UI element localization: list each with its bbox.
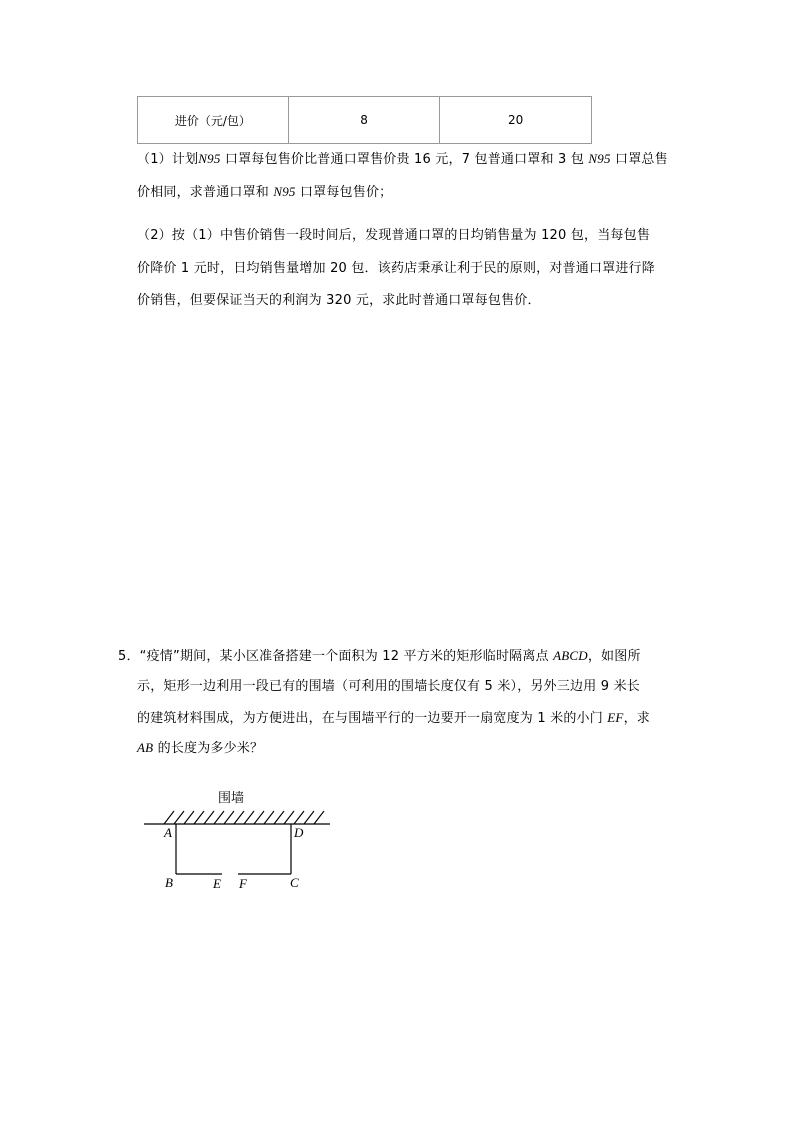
text-abcd: ABCD [553,648,588,663]
text-ef: EF [607,710,624,725]
table-row [138,97,592,144]
wall-hatching [164,811,324,824]
text: 价相同，求普通口罩和 [137,185,274,200]
q5-line4 [137,738,263,759]
text: （1）计划 [137,152,199,167]
text: ，求 [623,711,650,726]
text: 5．“疫情”期间，某小区准备搭建一个面积为 12 平方米的矩形临时隔离点 [118,649,554,664]
label-f: F [239,876,247,891]
label-c: C [290,875,299,890]
text: 的建筑材料围成，为方便进出，在与围墙平行的一边要开一扇宽度为 1 米的小门 [137,711,608,726]
q4-part2-line2: 价降价 1 元时，日均销售量增加 20 包．该药店秉承让利于民的原则，对普通口罩进行降 [137,261,655,276]
table-cell-normal-mask: 8 [288,97,440,144]
table-row-label: 进价（元/包） [138,97,289,144]
text-n95: N95 [588,151,611,166]
label-e: E [213,876,221,891]
label-d: D [294,825,304,840]
q4-part1-line2 [137,182,392,203]
text: 口罩每包售价比普通口罩售价贵 16 元，7 包普通口罩和 3 包 [220,152,589,167]
label-b: B [165,875,173,890]
text-n95: N95 [273,184,296,199]
text-ab: AB [137,740,154,755]
enclosure-figure [140,785,340,895]
wall-label: 围墙 [218,791,245,806]
text-n95: N95 [198,151,221,166]
price-table [137,96,592,144]
q4-part2-line1: （2）按（1）中售价销售一段时间后，发现普通口罩的日均销售量为 120 包，当每包售 [137,228,651,243]
text: ，如图所 [587,649,641,664]
q5-line2: 示，矩形一边利用一段已有的围墙（可利用的围墙长度仅有 5 米），另外三边用 9 米长 [137,679,640,694]
text: 口罩每包售价； [295,185,393,200]
q4-part2-line3: 价销售，但要保证当天的利润为 320 元，求此时普通口罩每包售价． [137,293,541,308]
label-a: A [164,825,172,840]
text: 的长度为多少米？ [153,741,264,756]
text: 口罩总售 [610,152,668,167]
table-cell-n95-mask: 20 [440,97,592,144]
q4-part1-line1 [137,149,668,170]
q5-line1 [118,646,641,667]
q5-line3 [137,708,650,729]
